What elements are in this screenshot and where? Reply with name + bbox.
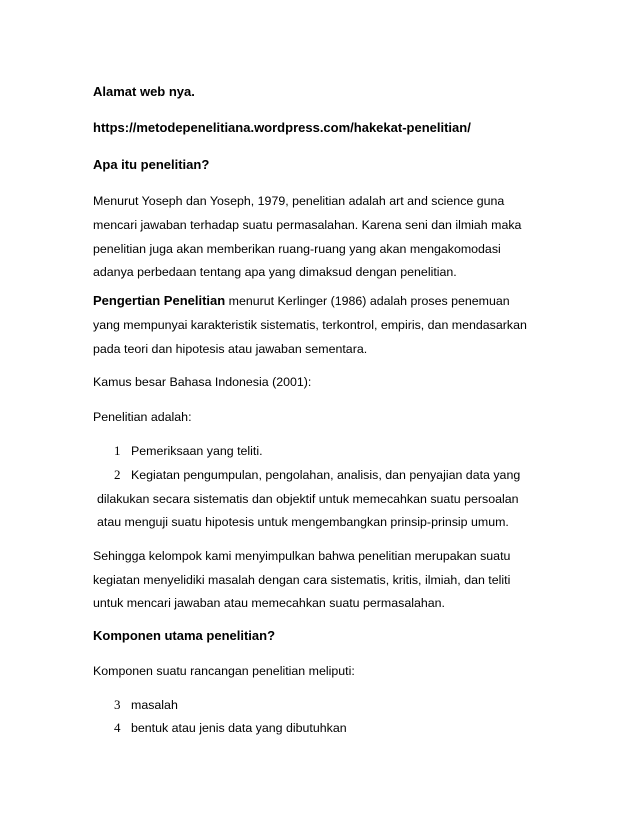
list-item-continuation: atau menguji suatu hipotesis untuk mengembangkan prinsip-prinsip umum. xyxy=(97,515,509,529)
source-url[interactable]: https://metodepenelitiana.wordpress.com/hakekat-penelitian/ xyxy=(93,120,471,135)
list-number: 4 xyxy=(114,720,121,735)
paragraph-line: Komponen suatu rancangan penelitian meliputi: xyxy=(93,664,355,678)
paragraph-line: Kamus besar Bahasa Indonesia (2001): xyxy=(93,375,312,389)
list-item xyxy=(114,720,347,736)
paragraph-line: Sehingga kelompok kami menyimpulkan bahwa penelitian merupakan suatu xyxy=(93,549,511,563)
paragraph-line: Penelitian adalah: xyxy=(93,410,192,424)
list-item-continuation: dilakukan secara sistematis dan objektif untuk memecahkan suatu persoalan xyxy=(97,492,519,506)
paragraph-line: kegiatan menyelidiki masalah dengan cara sistematis, kritis, ilmiah, dan teliti xyxy=(93,573,511,587)
list-item xyxy=(114,467,520,483)
list-item-text: Kegiatan pengumpulan, pengolahan, analisis, dan penyajian data yang xyxy=(131,468,521,482)
list-item-text: Pemeriksaan yang teliti. xyxy=(131,444,263,458)
paragraph-line xyxy=(93,293,510,309)
paragraph-line: penelitian juga akan memberikan ruang-ruang yang akan mengakomodasi xyxy=(93,242,501,256)
list-item xyxy=(114,443,263,459)
list-item-text: masalah xyxy=(131,698,178,712)
heading-komponen-utama: Komponen utama penelitian? xyxy=(93,628,276,643)
heading-apa-itu-penelitian: Apa itu penelitian? xyxy=(93,157,210,172)
paragraph-text: menurut Kerlinger (1986) adalah proses penemuan xyxy=(225,294,510,308)
web-address-label: Alamat web nya. xyxy=(93,84,195,99)
list-item xyxy=(114,697,178,713)
list-number: 1 xyxy=(114,443,121,458)
paragraph-line: Menurut Yoseph dan Yoseph, 1979, penelitian adalah art and science guna xyxy=(93,194,505,208)
term-pengertian-penelitian: Pengertian Penelitian xyxy=(93,293,226,308)
paragraph-line: untuk mencari jawaban atau memecahkan suatu permasalahan. xyxy=(93,596,445,610)
paragraph-line: pada teori dan hipotesis atau jawaban sementara. xyxy=(93,342,368,356)
list-number: 2 xyxy=(114,467,121,482)
paragraph-line: yang mempunyai karakteristik sistematis, terkontrol, empiris, dan mendasarkan xyxy=(93,318,527,332)
paragraph-line: adanya perbedaan tentang apa yang dimaksud dengan penelitian. xyxy=(93,265,457,279)
paragraph-line: mencari jawaban terhadap suatu permasalahan. Karena seni dan ilmiah maka xyxy=(93,218,522,232)
list-item-text: bentuk atau jenis data yang dibutuhkan xyxy=(131,721,347,735)
list-number: 3 xyxy=(114,697,121,712)
